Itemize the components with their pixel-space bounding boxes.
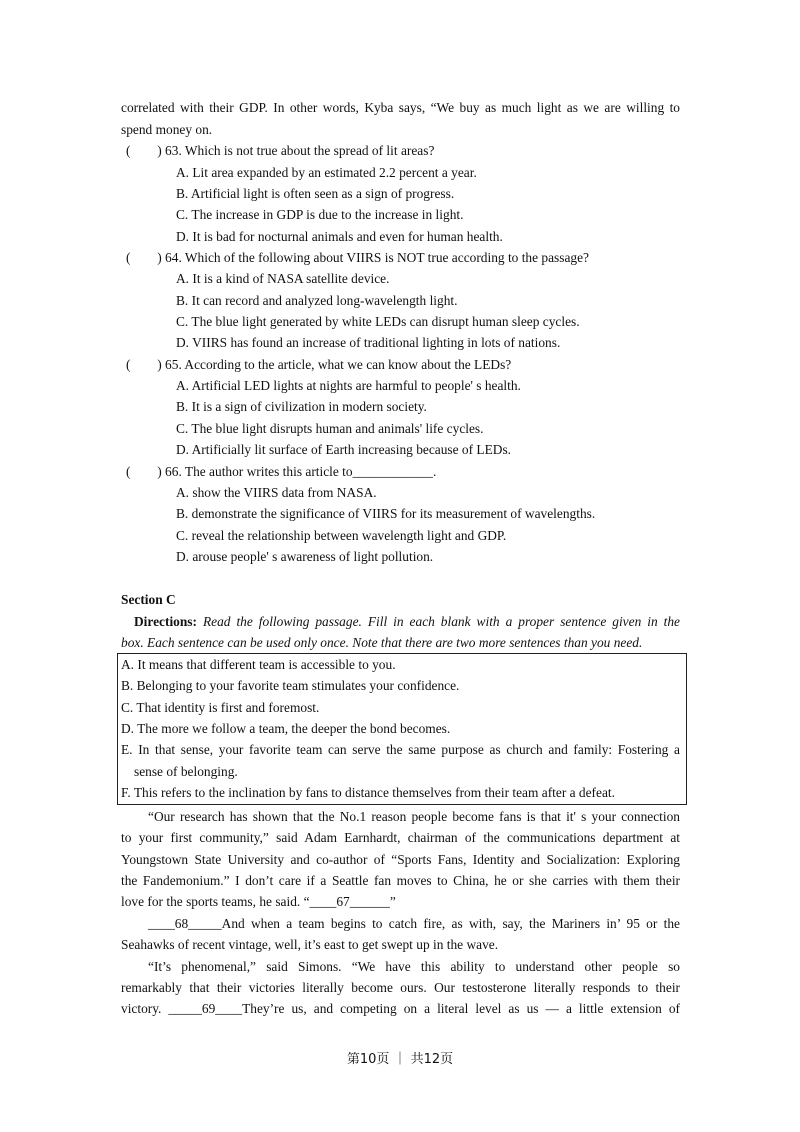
box-option-a: A. It means that different team is accessible to you. [121, 657, 396, 672]
question-64-option-c: C. The blue light generated by white LEDs can disrupt human sleep cycles. [176, 314, 580, 329]
box-option-c: C. That identity is first and foremost. [121, 700, 320, 715]
question-65-option-a: A. Artificial LED lights at nights are harmful to people' s health. [176, 378, 521, 393]
paragraph-line: correlated with their GDP. In other words, Kyba says, “We buy as much light as we are willing to [121, 100, 680, 115]
passage-line: love for the sports teams, he said. “____67______” [121, 894, 396, 909]
question-66-option-c: C. reveal the relationship between wavelength light and GDP. [176, 528, 507, 543]
question-63-option-a: A. Lit area expanded by an estimated 2.2 percent a year. [176, 165, 477, 180]
question-63-option-b: B. Artificial light is often seen as a sign of progress. [176, 186, 455, 201]
passage-line: Youngstown State University and co-author of “Sports Fans, Identity and Socialization: Exploring [121, 852, 680, 867]
question-65-stem: ( ) 65. According to the article, what we can know about the LEDs? [126, 357, 512, 372]
passage-line: “Our research has shown that the No.1 reason people become fans is that it' s your connection [148, 809, 680, 824]
passage-line: to your first community,” said Adam Earnhardt, chairman of the communications department at [121, 830, 680, 845]
passage-line: “It’s phenomenal,” said Simons. “We have this ability to understand other people so [148, 959, 680, 974]
question-64-stem: ( ) 64. Which of the following about VIIRS is NOT true according to the passage? [126, 250, 589, 265]
question-64-option-a: A. It is a kind of NASA satellite device. [176, 271, 390, 286]
question-65-option-d: D. Artificially lit surface of Earth increasing because of LEDs. [176, 442, 512, 457]
paragraph-line: spend money on. [121, 122, 213, 137]
question-66-stem: ( ) 66. The author writes this article to____________. [126, 464, 437, 479]
question-66-option-a: A. show the VIIRS data from NASA. [176, 485, 377, 500]
passage-line: victory. _____69____They’re us, and competing on a literal level as us — a little extension of [121, 1001, 680, 1016]
box-option-e: E. In that sense, your favorite team can serve the same purpose as church and family: Fostering a [121, 742, 680, 757]
passage-line: ____68_____And when a team begins to catch fire, as with, say, the Mariners in’ 95 or the [148, 916, 680, 931]
question-64-option-b: B. It can record and analyzed long-wavelength light. [176, 293, 458, 308]
directions-line-2: box. Each sentence can be used only once. Note that there are two more sentences than you need. [121, 635, 643, 650]
section-heading: Section C [121, 592, 176, 607]
box-option-f: F. This refers to the inclination by fans to distance themselves from their team after a defeat. [121, 785, 615, 800]
passage-line: remarkably that their victories literally become ours. Our testosterone literally responds to their [121, 980, 680, 995]
passage-line: the Fandemonium.” I don’t care if a Seattle fan moves to China, he or she carries with them their [121, 873, 680, 888]
question-66-option-b: B. demonstrate the significance of VIIRS for its measurement of wavelengths. [176, 506, 596, 521]
directions-text: Read the following passage. Fill in each blank with a proper sentence given in the [196, 614, 680, 629]
question-65-option-c: C. The blue light disrupts human and animals' life cycles. [176, 421, 484, 436]
box-option-d: D. The more we follow a team, the deeper the bond becomes. [121, 721, 451, 736]
directions-line-1 [134, 611, 680, 632]
question-66-option-d: D. arouse people' s awareness of light pollution. [176, 549, 434, 564]
box-option-b: B. Belonging to your favorite team stimulates your confidence. [121, 678, 460, 693]
passage-line: Seahawks of recent vintage, well, it’s east to get swept up in the wave. [121, 937, 499, 952]
question-63-stem: ( ) 63. Which is not true about the spread of lit areas? [126, 143, 435, 158]
directions-label: Directions: [134, 614, 197, 629]
question-65-option-b: B. It is a sign of civilization in modern society. [176, 399, 427, 414]
page-footer: 第10页 ｜ 共12页 [346, 1052, 454, 1067]
question-64-option-d: D. VIIRS has found an increase of traditional lighting in lots of nations. [176, 335, 561, 350]
box-option-e-continued: sense of belonging. [134, 764, 238, 779]
question-63-option-c: C. The increase in GDP is due to the increase in light. [176, 207, 464, 222]
question-63-option-d: D. It is bad for nocturnal animals and even for human health. [176, 229, 503, 244]
